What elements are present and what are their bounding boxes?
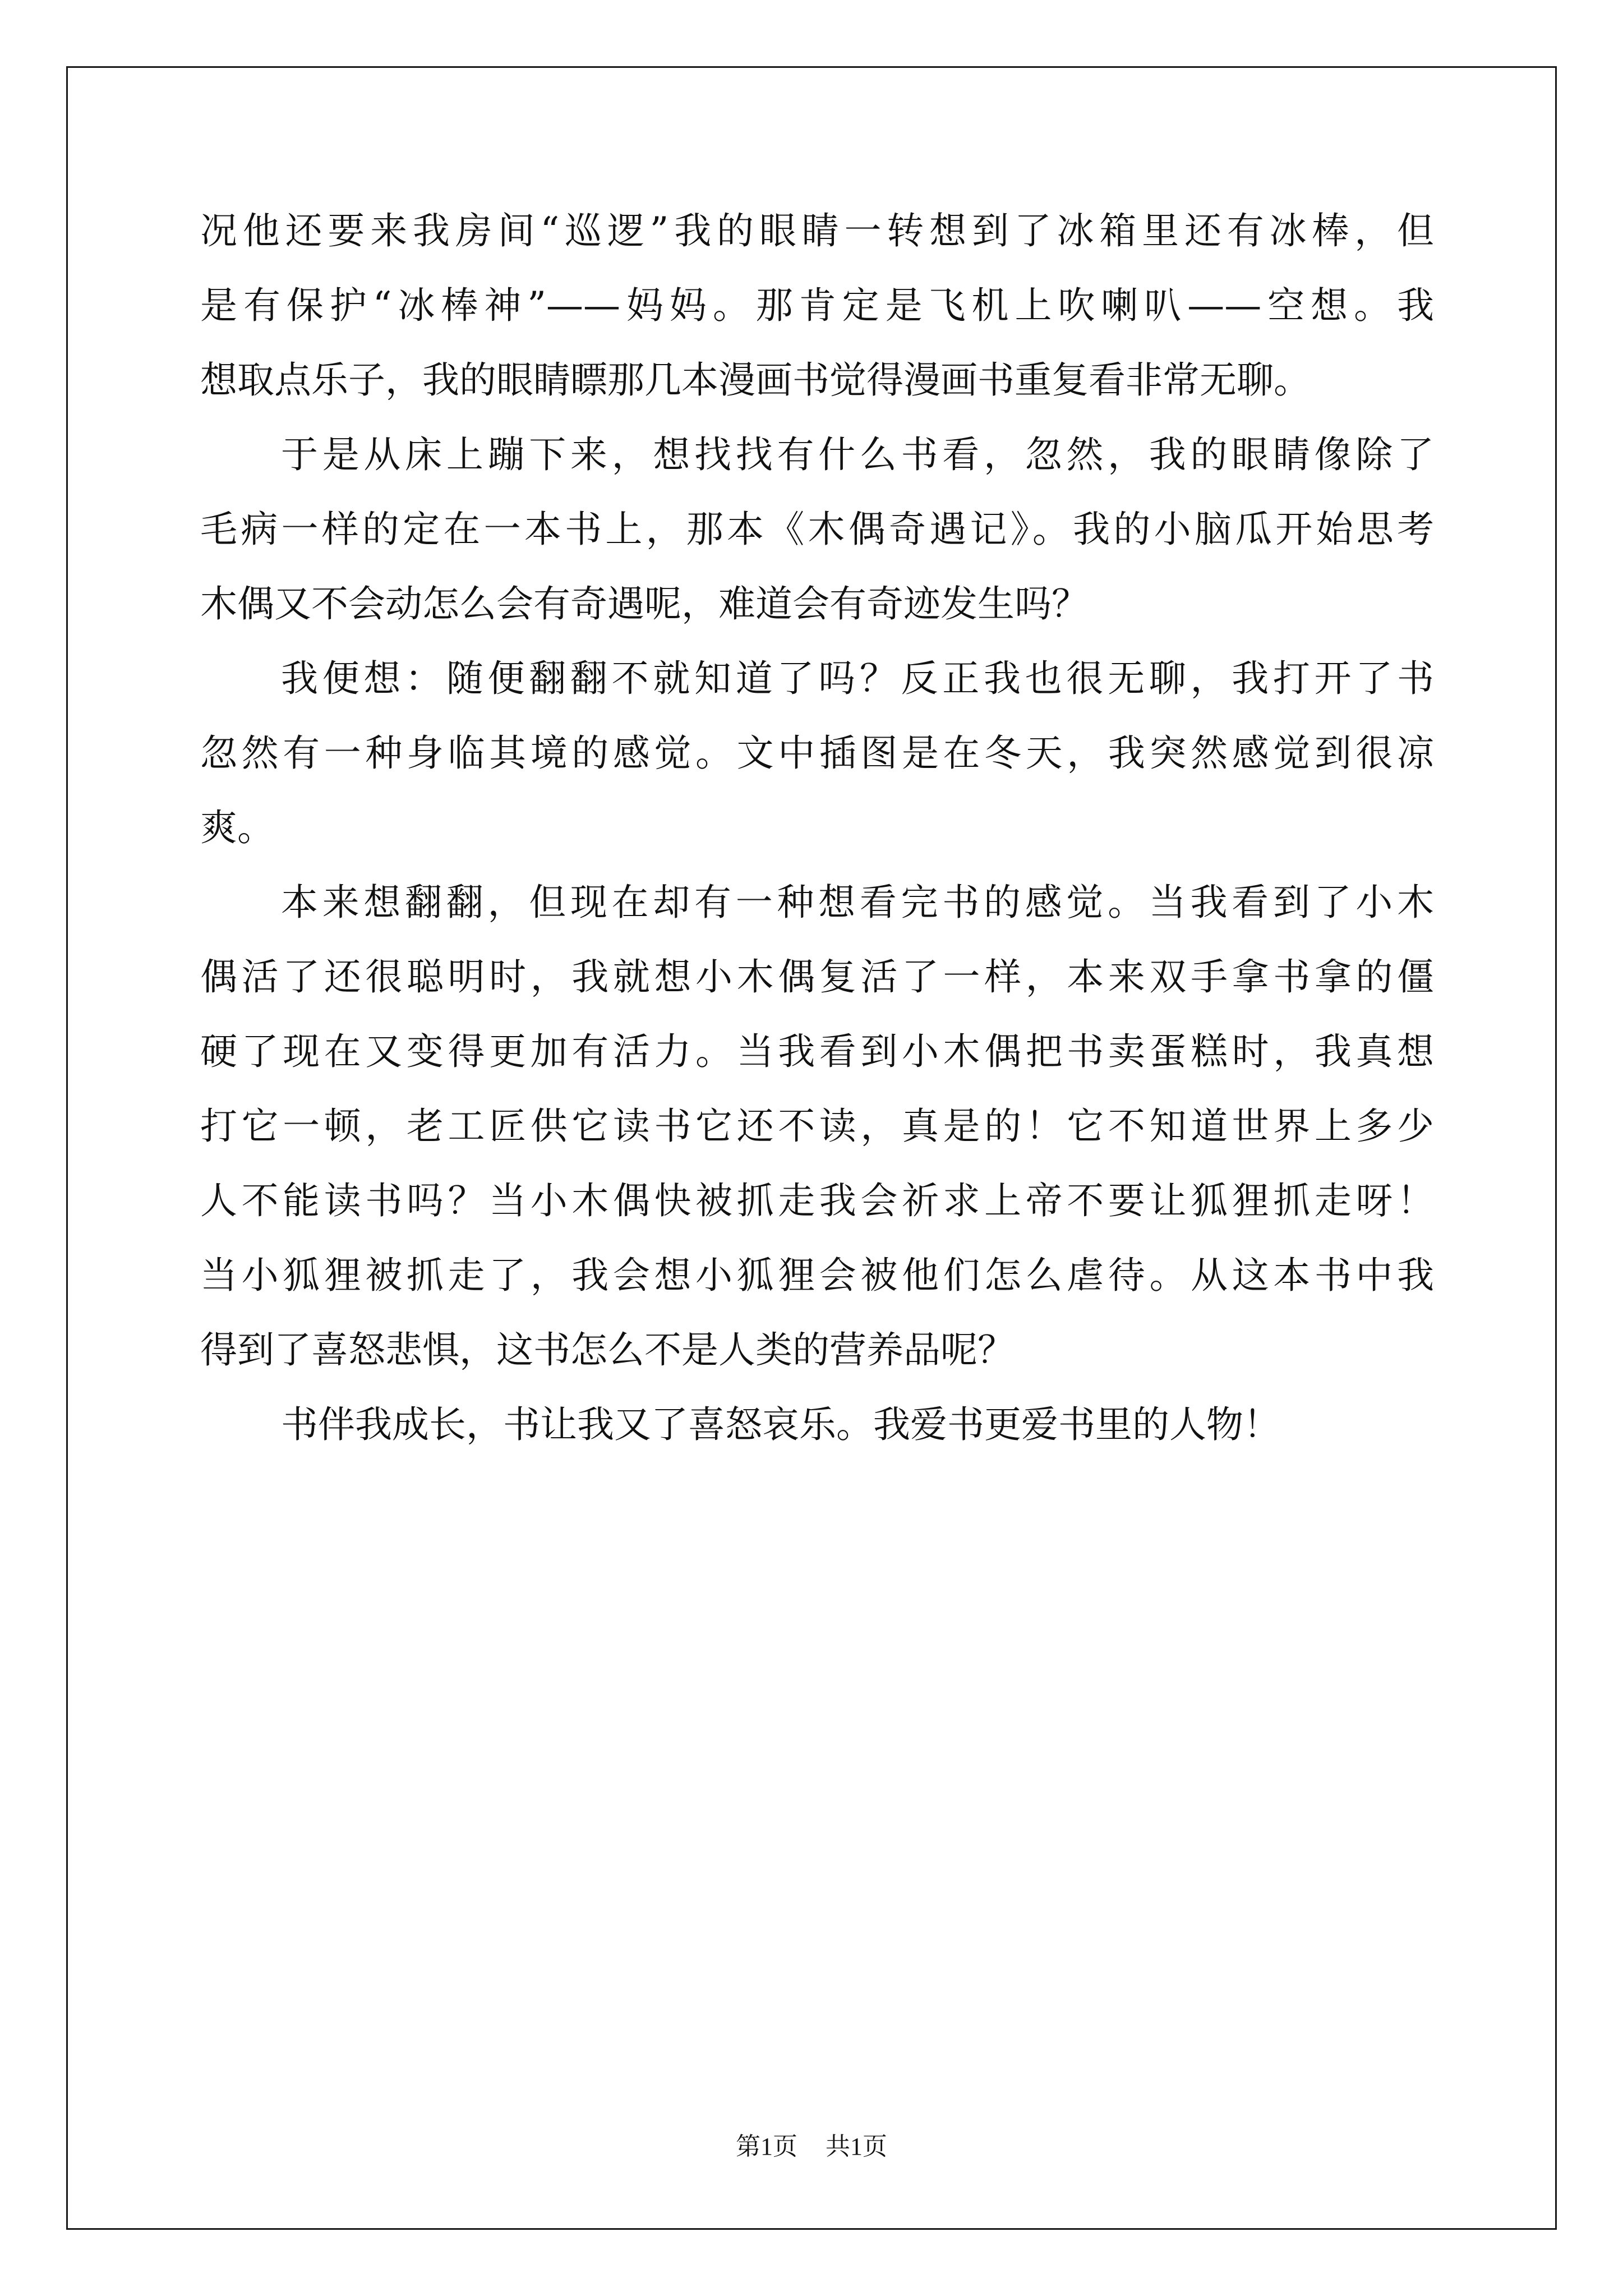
text-line: 当小狐狸被抓走了，我会想小狐狸会被他们怎么虐待。从这本书中我: [200, 1254, 1434, 1297]
page-number: 第1页: [736, 2133, 797, 2160]
text-line: 打它一顿，老工匠供它读书它还不读，真是的！它不知道世界上多少: [200, 1105, 1434, 1148]
text-line: 想取点乐子，我的眼睛瞟那几本漫画书觉得漫画书重复看非常无聊。: [200, 358, 1311, 402]
text-line: 硬了现在又变得更加有活力。当我看到小木偶把书卖蛋糕时，我真想: [200, 1030, 1434, 1073]
text-line: 于是从床上蹦下来，想找找有什么书看，忽然，我的眼睛像除了: [281, 433, 1434, 476]
page-footer: [0, 2126, 1623, 2162]
text-line: 忽然有一种身临其境的感觉。文中插图是在冬天，我突然感觉到很凉: [200, 731, 1434, 775]
text-line: 我便想：随便翻翻不就知道了吗？反正我也很无聊，我打开了书: [281, 657, 1434, 700]
text-line: 是有保护“冰棒神”——妈妈。那肯定是飞机上吹喇叭——空想。我: [200, 284, 1434, 327]
document-body: [200, 194, 1434, 1462]
text-line: 本来想翻翻，但现在却有一种想看完书的感觉。当我看到了小木: [281, 881, 1434, 924]
text-line: 木偶又不会动怎么会有奇遇呢，难道会有奇迹发生吗？: [200, 582, 1089, 625]
text-line: 毛病一样的定在一本书上，那本《木偶奇遇记》。我的小脑瓜开始思考: [200, 508, 1434, 551]
text-line: 人不能读书吗？当小木偶快被抓走我会祈求上帝不要让狐狸抓走呀！: [200, 1179, 1434, 1222]
text-line: 偶活了还很聪明时，我就想小木偶复活了一样，本来双手拿书拿的僵: [200, 955, 1434, 999]
text-line: 得到了喜怒悲惧，这书怎么不是人类的营养品呢？: [200, 1328, 1015, 1372]
text-line: 书伴我成长，书让我又了喜怒哀乐。我爱书更爱书里的人物！: [281, 1403, 1280, 1446]
text-line: 况他还要来我房间“巡逻”我的眼睛一转想到了冰箱里还有冰棒，但: [200, 209, 1434, 252]
page-total: 共1页: [826, 2133, 887, 2160]
text-line: 爽。: [200, 806, 274, 849]
